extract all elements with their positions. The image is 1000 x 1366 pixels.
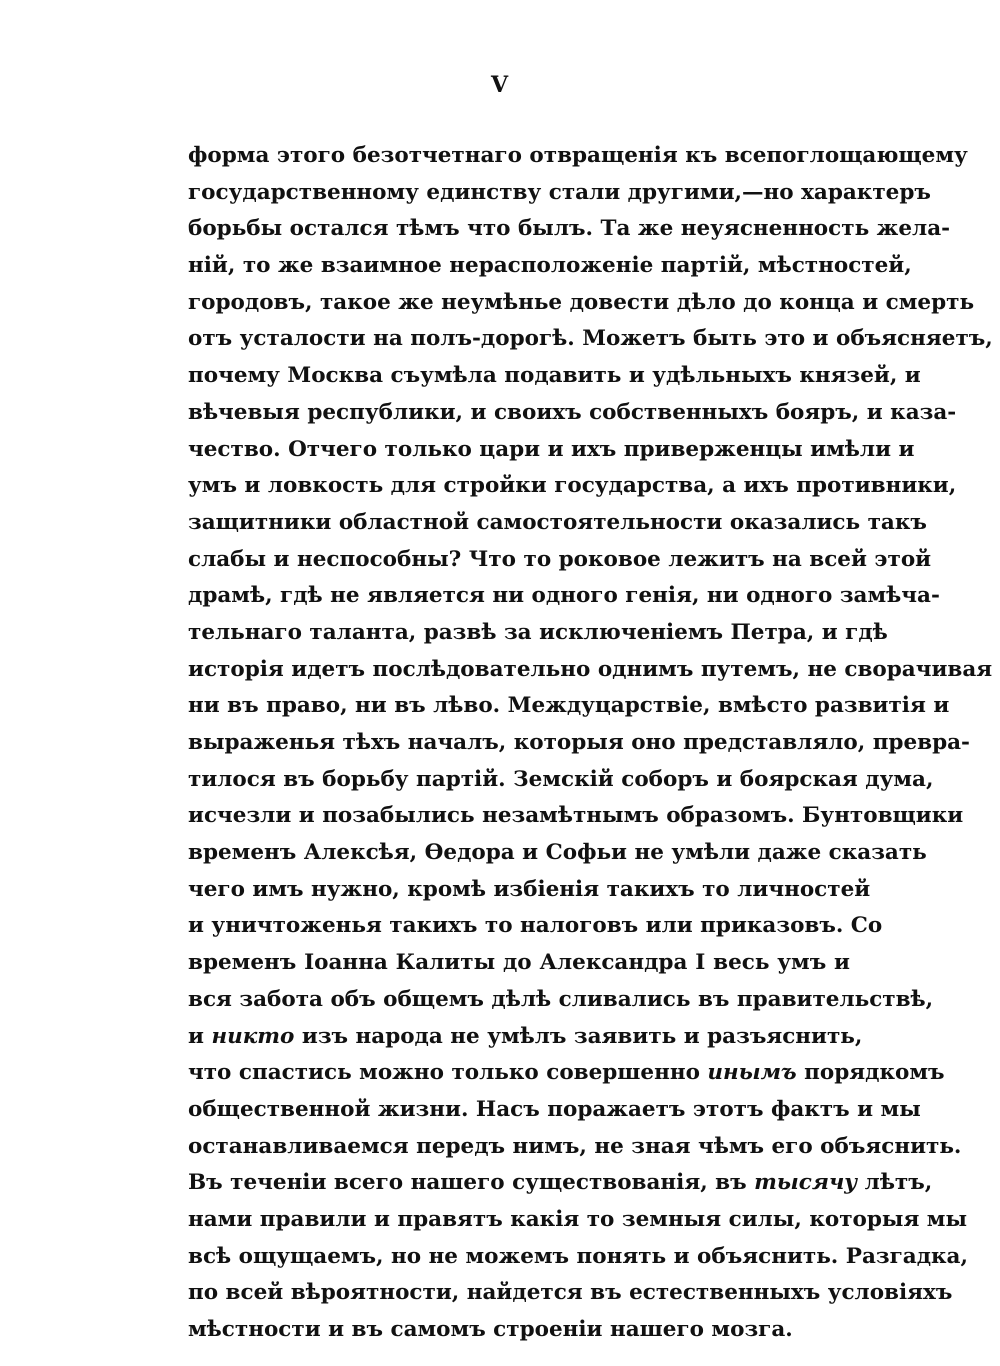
italic-word: инымъ: [707, 1060, 797, 1086]
italic-word: никто: [211, 1023, 295, 1049]
text-line: отъ усталости на полъ-дорогѣ. Можетъ быть это и объясняетъ,: [188, 326, 993, 352]
text-line: чего имъ нужно, кромѣ избіенія такихъ то личностей: [188, 876, 871, 902]
text-line: слабы и неспособны? Что то роковое лежитъ на всей этой: [188, 546, 932, 572]
text-line: временъ Іоанна Калиты до Александра I весь умъ и: [188, 950, 850, 976]
text-line: тельнаго таланта, развѣ за исключеніемъ Петра, и гдѣ: [188, 619, 888, 645]
text-line: вся забота объ общемъ дѣлѣ сливались въ правительствѣ,: [188, 986, 934, 1012]
text-line: защитники областной самостоятельности оказались такъ: [188, 509, 927, 535]
text-line: временъ Алексѣя, Ѳедора и Софьи не умѣли даже сказать: [188, 840, 927, 866]
body-text: [188, 138, 993, 1349]
text-line: всѣ ощущаемъ, но не можемъ понять и объяснить. Разгадка,: [188, 1243, 968, 1269]
text-line: исторія идетъ послѣдовательно однимъ путемъ, не сворачивая: [188, 656, 993, 682]
text-run: изъ народа не умѣлъ заявить и разъяснить,: [294, 1023, 863, 1049]
text-line: форма этого безотчетнаго отвращенія къ всепоглощающему: [188, 143, 968, 168]
text-run: порядкомъ: [796, 1060, 945, 1086]
text-line: чество. Отчего только цари и ихъ приверженцы имѣли и: [188, 436, 915, 462]
text-line: тилося въ борьбу партій. Земскій соборъ и боярская дума,: [188, 766, 934, 792]
italic-word: тысячу: [754, 1170, 858, 1196]
text-line: и уничтоженья такихъ то налоговъ или приказовъ. Со: [188, 913, 883, 939]
text-run: что спастись можно только совершенно: [188, 1060, 708, 1086]
text-line: выраженья тѣхъ началъ, которыя оно представляло, преврa-: [188, 730, 970, 755]
text-line: ни въ право, ни въ лѣво. Междуцарствіе, вмѣсто развитія и: [188, 693, 950, 719]
text-run: лѣтъ,: [857, 1170, 933, 1196]
text-line: драмѣ, гдѣ не является ни одного генія, ни одного замѣча-: [188, 583, 940, 609]
text-line-last: мѣстности и въ самомъ строеніи нашего мозга.: [188, 1317, 793, 1342]
text-run: и: [188, 1023, 212, 1049]
text-line: вѣчевыя республики, и своихъ собственныхъ бояръ, и каза-: [188, 399, 957, 425]
text-line-with-italic: [188, 1165, 933, 1202]
text-line: останавливаемся передъ нимъ, не зная чѣмъ его объяснить.: [188, 1133, 962, 1159]
text-line: почему Москва съумѣла подавить и удѣльныхъ князей, и: [188, 363, 921, 389]
text-line: ній, то же взаимное нерасположеніе партій, мѣстностей,: [188, 253, 912, 279]
text-line: умъ и ловкость для стройки государства, а ихъ противники,: [188, 473, 957, 499]
text-line: по всей вѣроятности, найдется въ естественныхъ условіяхъ: [188, 1280, 953, 1306]
text-line: борьбы остался тѣмъ что былъ. Та же неуясненность жела-: [188, 216, 951, 242]
page-number: V: [490, 72, 510, 98]
text-line-with-italic: [188, 1055, 945, 1092]
text-run: Въ теченіи всего нашего существованія, въ: [188, 1170, 755, 1196]
text-line: нами правили и правятъ какія то земныя силы, которыя мы: [188, 1206, 968, 1232]
text-line: общественной жизни. Насъ поражаетъ этотъ фактъ и мы: [188, 1096, 921, 1122]
text-line: городовъ, такое же неумѣнье довести дѣло до конца и смерть: [188, 289, 975, 315]
text-line-with-italic: [188, 1019, 863, 1056]
text-line: государственному единству стали другими,—но характеръ: [188, 179, 931, 205]
text-line: исчезли и позабылись незамѣтнымъ образомъ. Бунтовщики: [188, 803, 964, 829]
